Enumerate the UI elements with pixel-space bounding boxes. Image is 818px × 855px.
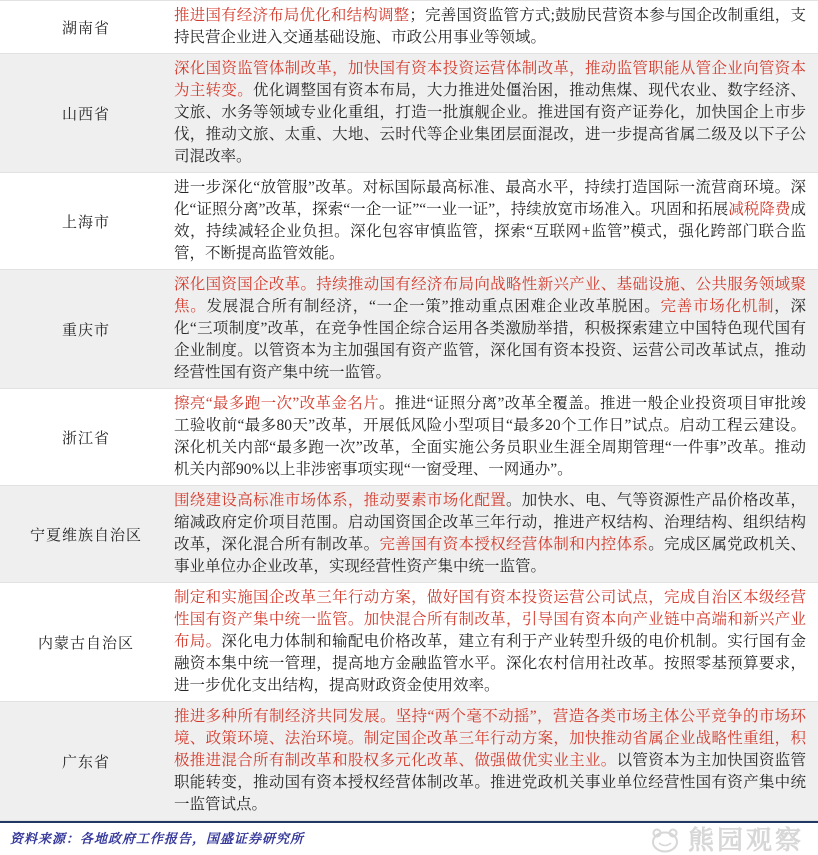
footer: [0, 821, 818, 854]
bear-icon: [648, 826, 682, 854]
province-label: 重庆市: [61, 322, 110, 339]
policy-text-segment: 深化电力体制和输配电价格改革，建立有利于产业转型升级的电价机制。实行国有金融资本集中统一管理，提高地方金融监管水平。深化农村信用社改革。按照零基预算要求，进一步优化支出结构，提高财政资金使用效率。: [174, 633, 806, 694]
policy-text-segment: 发展混合所有制经济，“一企一策”推动重点困难企业改革脱困。: [206, 298, 661, 315]
policy-text-segment: ；完善国资监管方式;鼓励民营资本参与国企改制重组，支持民营企业进入交通基础设施、市政公用事业等领域。: [174, 7, 806, 46]
policy-text: [172, 54, 818, 172]
policy-text-segment: 擦亮“最多跑一次”改革金名片: [174, 395, 380, 412]
policy-text-segment: 完善市场化机制: [660, 298, 775, 315]
province-label: 宁夏维族自治区: [29, 527, 142, 544]
policy-text: [172, 173, 818, 269]
province-label: 山西省: [61, 106, 110, 123]
policy-text-segment: 。完成区属党政机关、事业单位办企业改革，实现经营性资产集中统一监管。: [174, 536, 806, 575]
source-note: 资料来源：各地政府工作报告，国盛证券研究所: [10, 831, 305, 846]
policy-text: [172, 702, 818, 820]
table-row: [0, 54, 818, 173]
policy-text-segment: 完善国有资本授权经营体制和内控体系: [379, 536, 649, 553]
policy-text-segment: 围绕建设高标准市场体系，推动要素市场化配置: [174, 492, 506, 509]
policy-text-segment: 。加快水、电、气等资源性产品价格改革，缩减政府定价项目范围。启动国资国企改革三年行动，推进产权结构、治理结构、组织结构改革，深化混合所有制改革。: [174, 492, 806, 553]
policy-text-segment: 深化国资监管体制改革，加快国有资本投资运营体制改革，推动监管职能从管企业向管资本为主转变。: [174, 60, 806, 99]
province-label: 广东省: [61, 754, 110, 771]
table-row: [0, 389, 818, 486]
policy-text-segment: ，深化“三项制度”改革，在竞争性国企综合运用各类激励举措，积极探索建立中国特色现代国有企业制度。以管资本为主加强国有资产监管，深化国有资本投资、运营公司改革试点，推动经营性国有资产集中统一监管。: [174, 298, 806, 381]
policy-text-segment: 推进多种所有制经济共同发展。坚持“两个毫不动摇”，营造各类市场主体公平竞争的市场环境、政策环境、法治环境。制定国企改革三年行动方案，加快推动省属企业战略性重组，积极推进混合所有制改革和股权多元化改革、做强做优实业主业。: [174, 708, 806, 769]
logo-text: 熊园观察: [687, 825, 804, 855]
policy-text-segment: 进一步深化“放管服”改革。对标国际最高标准、最高水平，持续打造国际一流营商环境。深化“证照分离”改革，探索“一企一证”“一业一证”，持续放宽市场准入。巩固和拓展: [174, 179, 806, 218]
policy-text: [172, 389, 818, 485]
table-row: [0, 486, 818, 583]
table-row: [0, 173, 818, 270]
table-row: [0, 702, 818, 821]
policy-text-segment: 深化国资国企改革。持续推动国有经济布局向战略性新兴产业、基础设施、公共服务领域聚焦。: [174, 276, 806, 315]
policy-text-segment: 推进国有经济布局优化和结构调整: [174, 7, 410, 24]
policy-text: [172, 583, 818, 701]
table-row: [0, 1, 818, 54]
policy-text: [172, 486, 818, 582]
policy-text-segment: 。推进“证照分离”改革全覆盖。推进一般企业投资项目审批竣工验收前“最多80天”改革，开展低风险小型项目“最多20个工作日”试点。启动工程云建设。深化机关内部“最多跑一次”改革，全面实施公务员职业生涯全周期管理“一件事”改革。推动机关内部90%以上非涉密事项实现“一窗受理、一网通办”。: [174, 395, 806, 478]
policy-text-segment: 优化调整国有资本布局，大力推进处僵治困，推动焦煤、现代农业、数字经济、文旅、水务等领域专业化重组，打造一批旗舰企业。推进国有资产证券化，加快国企上市步伐，推动文旅、太重、大地、云时代等企业集团层面混改，进一步提高省属二级及以下子公司混改率。: [174, 82, 806, 165]
province-label: 上海市: [61, 214, 110, 231]
policy-text: [172, 1, 818, 53]
policy-text-segment: 成效，持续减轻企业负担。深化包容审慎监管，探索“互联网+监管”模式，强化跨部门联合监管，不断提高监管效能。: [174, 201, 806, 262]
table-row: [0, 270, 818, 389]
province-label: 湖南省: [61, 20, 110, 37]
policy-text: [172, 270, 818, 388]
brand-logo: [648, 826, 810, 854]
province-label: 内蒙古自治区: [37, 635, 134, 652]
policy-text-segment: 以管资本为主加快国资监管职能转变，推动国有资本授权经营体制改革。推进党政机关事业单位经营性国有资产集中统一监管试点。: [174, 752, 806, 813]
policy-text-segment: 减税降费: [728, 201, 791, 218]
table-row: [0, 583, 818, 702]
province-label: 浙江省: [61, 430, 110, 447]
policy-text-segment: 制定和实施国企改革三年行动方案，做好国有资本投资运营公司试点，完成自治区本级经营性国有资产集中统一监管。加快混合所有制改革，引导国有资本向产业链中高端和新兴产业布局。: [174, 589, 806, 650]
